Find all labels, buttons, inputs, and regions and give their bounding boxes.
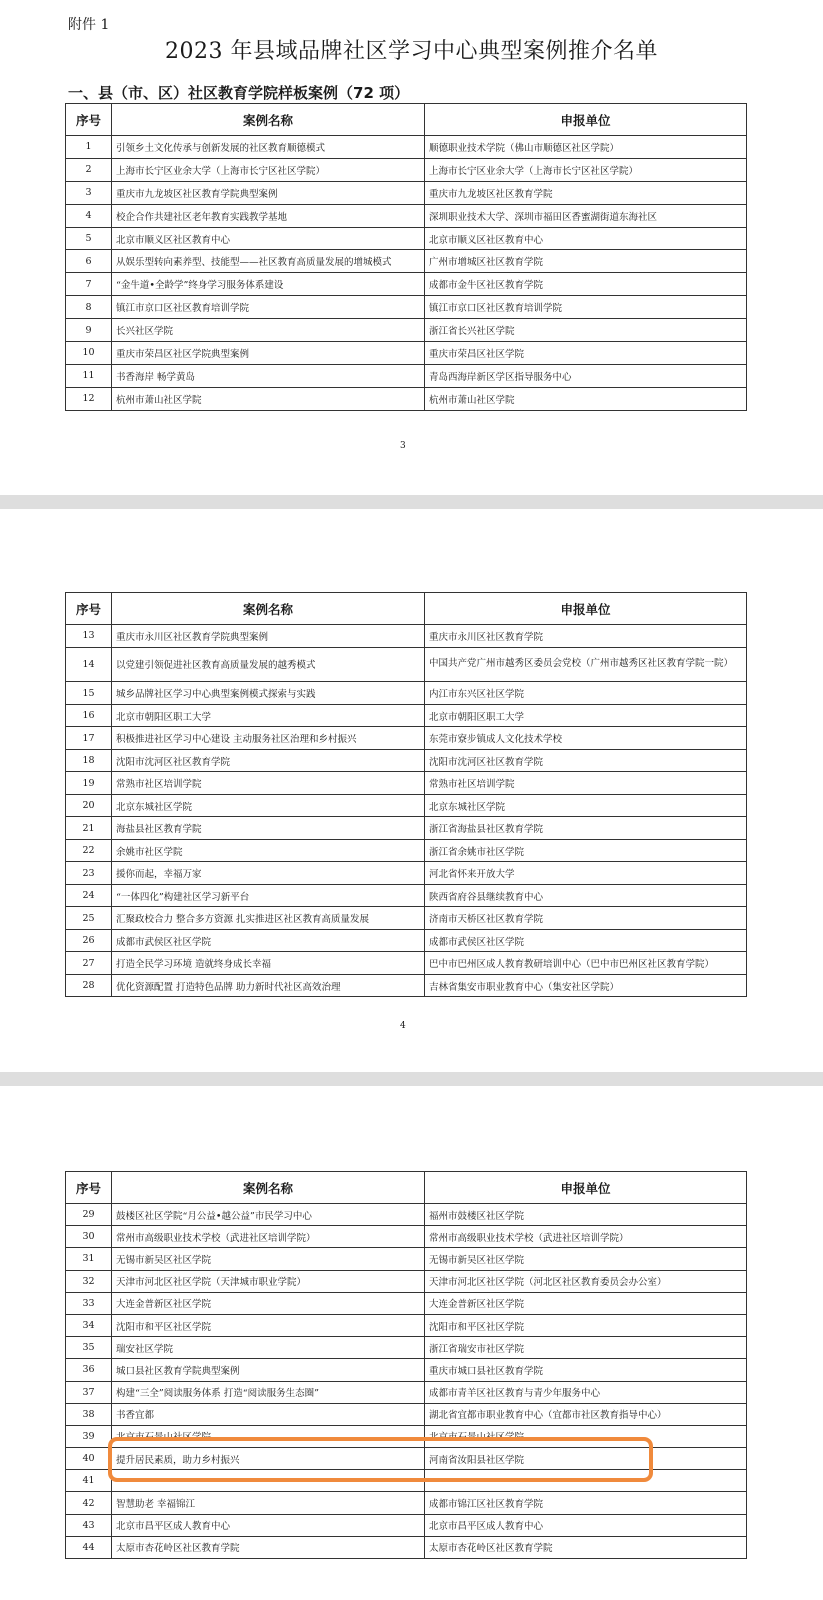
case-name-cell: 北京市顺义区社区教育中心 [112, 227, 425, 250]
table-row [66, 296, 747, 319]
row-number: 43 [66, 1514, 112, 1536]
row-number: 23 [66, 862, 112, 885]
case-name-cell: 北京市昌平区成人教育中心 [112, 1514, 425, 1536]
table-row [66, 1204, 747, 1226]
case-name-cell: 杭州市萧山社区学院 [112, 387, 425, 410]
row-number: 24 [66, 884, 112, 907]
unit-cell: 巴中市巴州区成人教育教研培训中心（巴中市巴州区社区教育学院） [425, 952, 747, 975]
case-name-cell: 海盐县社区教育学院 [112, 817, 425, 840]
column-header-name: 案例名称 [112, 1172, 425, 1204]
unit-cell: 北京市朝阳区职工大学 [425, 704, 747, 727]
table-row [66, 273, 747, 296]
unit-cell: 青岛西海岸新区学区指导服务中心 [425, 364, 747, 387]
table-row [66, 647, 747, 682]
row-number: 19 [66, 772, 112, 795]
row-number: 34 [66, 1314, 112, 1336]
row-number: 31 [66, 1248, 112, 1270]
row-number: 14 [66, 647, 112, 682]
table-row [66, 1270, 747, 1292]
page-gap [0, 495, 823, 509]
case-name-cell: 常熟市社区培训学院 [112, 772, 425, 795]
unit-cell: 湖北省宜都市职业教育中心（宜都市社区教育指导中心） [425, 1403, 747, 1425]
unit-cell: 北京市顺义区社区教育中心 [425, 227, 747, 250]
row-number: 17 [66, 727, 112, 750]
case-name-cell: “一体四化”构建社区学习新平台 [112, 884, 425, 907]
case-name-cell: 打造全民学习环境 造就终身成长幸福 [112, 952, 425, 975]
table-row [66, 839, 747, 862]
unit-cell: 杭州市萧山社区学院 [425, 387, 747, 410]
table-row [66, 817, 747, 840]
case-name-cell: 汇聚政校合力 整合多方资源 扎实推进区社区教育高质量发展 [112, 907, 425, 930]
table-row [66, 974, 747, 997]
row-number: 32 [66, 1270, 112, 1292]
column-header-name: 案例名称 [112, 104, 425, 136]
unit-cell: 河北省怀来开放大学 [425, 862, 747, 885]
table-row [66, 1248, 747, 1270]
table-row [66, 682, 747, 705]
table-row [66, 1314, 747, 1336]
case-name-cell: 智慧助老 幸福锦江 [112, 1492, 425, 1514]
unit-cell: 成都市金牛区社区教育学院 [425, 273, 747, 296]
case-name-cell: 太原市杏花岭区社区教育学院 [112, 1536, 425, 1558]
unit-cell: 常州市高级职业技术学校（武进社区培训学院） [425, 1226, 747, 1248]
case-name-cell: 沈阳市沈河区社区教育学院 [112, 749, 425, 772]
table-row [66, 727, 747, 750]
row-number: 28 [66, 974, 112, 997]
case-name-cell: 重庆市荣昌区社区学院典型案例 [112, 342, 425, 365]
unit-cell: 浙江省瑞安市社区学院 [425, 1337, 747, 1359]
row-number: 20 [66, 794, 112, 817]
unit-cell: 河南省汝阳县社区学院 [425, 1448, 747, 1470]
table-row [66, 794, 747, 817]
row-number: 11 [66, 364, 112, 387]
row-number: 5 [66, 227, 112, 250]
row-number: 35 [66, 1337, 112, 1359]
case-name-cell: 提升居民素质，助力乡村振兴 [112, 1448, 425, 1470]
row-number: 22 [66, 839, 112, 862]
table-row [66, 387, 747, 410]
row-number: 2 [66, 158, 112, 181]
table-row [66, 1226, 747, 1248]
table-row [66, 907, 747, 930]
table-row [66, 250, 747, 273]
document-page-1 [0, 0, 823, 495]
case-name-cell: 构建“三全”阅读服务体系 打造“阅读服务生态圈” [112, 1381, 425, 1403]
table-row [66, 1492, 747, 1514]
case-name-cell: 沈阳市和平区社区学院 [112, 1314, 425, 1336]
unit-cell: 东莞市寮步镇成人文化技术学校 [425, 727, 747, 750]
unit-cell: 沈阳市沈河区社区教育学院 [425, 749, 747, 772]
case-name-cell: 重庆市永川区社区教育学院典型案例 [112, 625, 425, 648]
page-gap [0, 1072, 823, 1086]
unit-cell: 深圳职业技术大学、深圳市福田区香蜜湖街道东海社区 [425, 204, 747, 227]
page-number: 3 [400, 441, 406, 451]
row-number: 42 [66, 1492, 112, 1514]
column-header-unit: 申报单位 [425, 1172, 747, 1204]
unit-cell: 北京东城社区学院 [425, 794, 747, 817]
row-number: 29 [66, 1204, 112, 1226]
case-name-cell: 常州市高级职业技术学校（武进社区培训学院） [112, 1226, 425, 1248]
column-header-no: 序号 [66, 1172, 112, 1204]
unit-cell: 沈阳市和平区社区学院 [425, 1314, 747, 1336]
case-name-cell: 北京市朝阳区职工大学 [112, 704, 425, 727]
table-row [66, 1536, 747, 1558]
table-row [66, 1403, 747, 1425]
case-name-cell: 余姚市社区学院 [112, 839, 425, 862]
column-header-name: 案例名称 [112, 593, 425, 625]
row-number: 10 [66, 342, 112, 365]
row-number: 41 [66, 1470, 112, 1492]
case-name-cell: 以党建引领促进社区教育高质量发展的越秀模式 [112, 647, 425, 682]
row-number: 25 [66, 907, 112, 930]
row-number: 36 [66, 1359, 112, 1381]
unit-cell: 浙江省长兴社区学院 [425, 319, 747, 342]
case-name-cell: 校企合作共建社区老年教育实践教学基地 [112, 204, 425, 227]
row-number: 18 [66, 749, 112, 772]
unit-cell: 重庆市荣昌区社区学院 [425, 342, 747, 365]
unit-cell: 广州市增城区社区教育学院 [425, 250, 747, 273]
table-row [66, 181, 747, 204]
attachment-label: 附件 1 [68, 17, 110, 33]
column-header-unit: 申报单位 [425, 593, 747, 625]
table-row [66, 862, 747, 885]
row-number: 7 [66, 273, 112, 296]
document-title: 2023 年县域品牌社区学习中心典型案例推介名单 [165, 39, 658, 64]
table-row [66, 204, 747, 227]
section-heading: 一、县（市、区）社区教育学院样板案例（72 项） [68, 84, 410, 102]
unit-cell: 北京市昌平区成人教育中心 [425, 1514, 747, 1536]
row-number: 15 [66, 682, 112, 705]
unit-cell: 大连金普新区社区学院 [425, 1292, 747, 1314]
unit-cell: 吉林省集安市职业教育中心（集安社区学院） [425, 974, 747, 997]
table-row [66, 749, 747, 772]
column-header-unit: 申报单位 [425, 104, 747, 136]
unit-cell: 常熟市社区培训学院 [425, 772, 747, 795]
table-row [66, 625, 747, 648]
table-row [66, 1359, 747, 1381]
case-name-cell: 瑞安社区学院 [112, 1337, 425, 1359]
case-name-cell: 城乡品牌社区学习中心典型案例模式探索与实践 [112, 682, 425, 705]
row-number: 12 [66, 387, 112, 410]
row-number: 30 [66, 1226, 112, 1248]
unit-cell: 重庆市城口县社区教育学院 [425, 1359, 747, 1381]
unit-cell: 内江市东兴区社区学院 [425, 682, 747, 705]
unit-cell: 济南市天桥区社区教育学院 [425, 907, 747, 930]
table-row [66, 952, 747, 975]
row-number: 6 [66, 250, 112, 273]
case-name-cell: 北京东城社区学院 [112, 794, 425, 817]
document-page-2 [0, 509, 823, 1072]
unit-cell: 成都市锦江区社区教育学院 [425, 1492, 747, 1514]
table-row [66, 1514, 747, 1536]
unit-cell: 无锡市新吴区社区学院 [425, 1248, 747, 1270]
unit-cell: 上海市长宁区业余大学（上海市长宁区社区学院） [425, 158, 747, 181]
case-table [65, 1171, 747, 1559]
unit-cell: 镇江市京口区社区教育培训学院 [425, 296, 747, 319]
table-row [66, 319, 747, 342]
case-table [65, 592, 747, 997]
unit-cell: 成都市青羊区社区教育与青少年服务中心 [425, 1381, 747, 1403]
unit-cell: 中国共产党广州市越秀区委员会党校（广州市越秀区社区教育学院一院） [425, 647, 747, 682]
row-number: 3 [66, 181, 112, 204]
table-row [66, 1292, 747, 1314]
case-name-cell: 长兴社区学院 [112, 319, 425, 342]
case-name-cell: 书香海岸 畅学黄岛 [112, 364, 425, 387]
row-number: 33 [66, 1292, 112, 1314]
unit-cell: 天津市河北区社区学院（河北区社区教育委员会办公室） [425, 1270, 747, 1292]
table-row [66, 1381, 747, 1403]
unit-cell: 浙江省海盐县社区教育学院 [425, 817, 747, 840]
case-table [65, 103, 747, 411]
row-number: 1 [66, 136, 112, 159]
case-name-cell: 书香宜都 [112, 1403, 425, 1425]
case-name-cell: 北京市石景山社区学院 [112, 1425, 425, 1447]
table-row [66, 227, 747, 250]
row-number: 26 [66, 929, 112, 952]
table-row [66, 342, 747, 365]
case-name-cell: 积极推进社区学习中心建设 主动服务社区治理和乡村振兴 [112, 727, 425, 750]
row-number: 38 [66, 1403, 112, 1425]
row-number: 16 [66, 704, 112, 727]
row-number: 40 [66, 1448, 112, 1470]
table-row [66, 704, 747, 727]
column-header-no: 序号 [66, 104, 112, 136]
case-name-cell: 重庆市九龙坡区社区教育学院典型案例 [112, 181, 425, 204]
case-name-cell: 鼓楼区社区学院“月公益•越公益”市民学习中心 [112, 1204, 425, 1226]
row-number: 27 [66, 952, 112, 975]
case-name-cell: 从娱乐型转向素养型、技能型——社区教育高质量发展的增城模式 [112, 250, 425, 273]
unit-cell: 成都市武侯区社区学院 [425, 929, 747, 952]
column-header-no: 序号 [66, 593, 112, 625]
unit-cell: 陕西省府谷县继续教育中心 [425, 884, 747, 907]
page-number: 4 [400, 1021, 406, 1031]
case-name-cell: 援你而起，幸福万家 [112, 862, 425, 885]
case-name-cell: “金牛道•全龄学”终身学习服务体系建设 [112, 273, 425, 296]
row-number: 8 [66, 296, 112, 319]
case-name-cell: 城口县社区教育学院典型案例 [112, 1359, 425, 1381]
case-name-cell: 镇江市京口区社区教育培训学院 [112, 296, 425, 319]
row-number: 37 [66, 1381, 112, 1403]
case-name-cell: 无锡市新吴区社区学院 [112, 1248, 425, 1270]
document-page-3 [0, 1086, 823, 1600]
table-row [66, 884, 747, 907]
row-number: 21 [66, 817, 112, 840]
table-row [66, 364, 747, 387]
table-row [66, 158, 747, 181]
table-row [66, 1337, 747, 1359]
table-row [66, 136, 747, 159]
case-name-cell: 优化资源配置 打造特色品牌 助力新时代社区高效治理 [112, 974, 425, 997]
unit-cell: 北京市石景山社区学院 [425, 1425, 747, 1447]
case-name-cell: 引领乡土文化传承与创新发展的社区教育顺德模式 [112, 136, 425, 159]
unit-cell: 重庆市永川区社区教育学院 [425, 625, 747, 648]
highlight-box [108, 1437, 653, 1482]
case-name-cell: 成都市武侯区社区学院 [112, 929, 425, 952]
unit-cell: 福州市鼓楼区社区学院 [425, 1204, 747, 1226]
case-name-cell: 大连金普新区社区学院 [112, 1292, 425, 1314]
table-row [66, 929, 747, 952]
unit-cell: 浙江省余姚市社区学院 [425, 839, 747, 862]
unit-cell: 重庆市九龙坡区社区教育学院 [425, 181, 747, 204]
unit-cell: 太原市杏花岭区社区教育学院 [425, 1536, 747, 1558]
row-number: 4 [66, 204, 112, 227]
table-row [66, 772, 747, 795]
case-name-cell: 天津市河北区社区学院（天津城市职业学院） [112, 1270, 425, 1292]
row-number: 39 [66, 1425, 112, 1447]
case-name-cell: 上海市长宁区业余大学（上海市长宁区社区学院） [112, 158, 425, 181]
row-number: 44 [66, 1536, 112, 1558]
row-number: 9 [66, 319, 112, 342]
row-number: 13 [66, 625, 112, 648]
unit-cell: 顺德职业技术学院（佛山市顺德区社区学院） [425, 136, 747, 159]
